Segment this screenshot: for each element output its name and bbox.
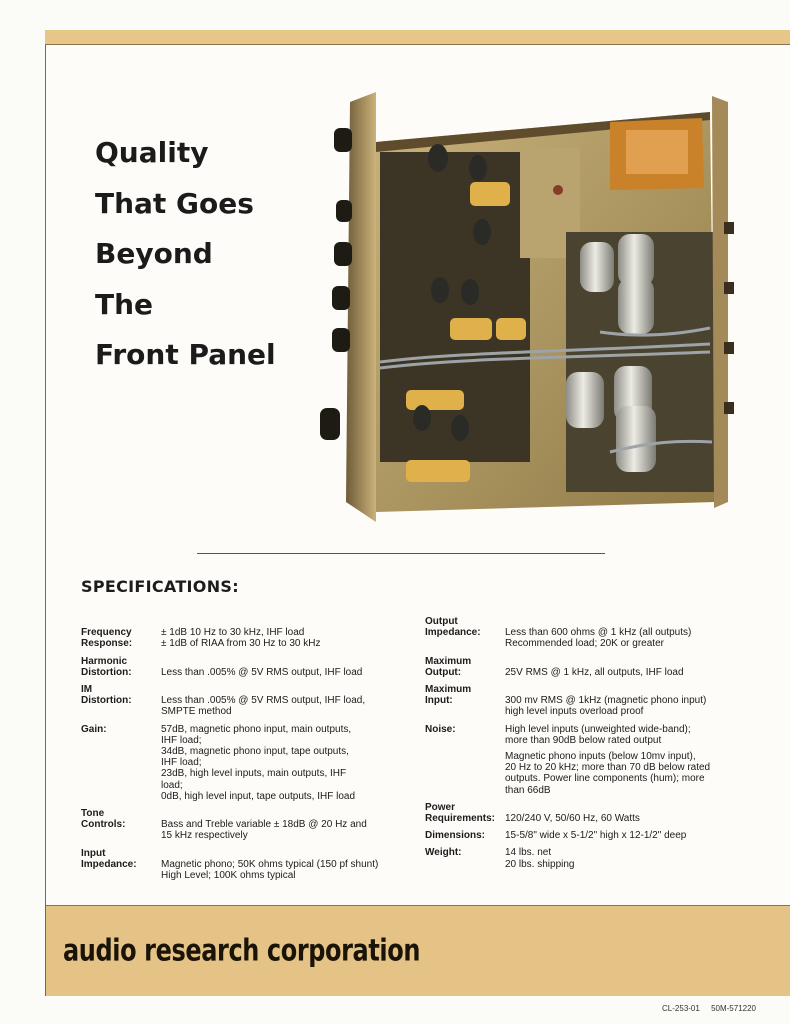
spec-value-line: high level inputs overload proof bbox=[505, 706, 644, 718]
spec-value bbox=[161, 616, 411, 650]
catalog-code: CL-253-01 bbox=[662, 1004, 700, 1013]
spec-value-line: 57dB, magnetic phono input, main outputs, bbox=[161, 723, 352, 735]
spec-label-line: Output: bbox=[425, 666, 462, 678]
spec-value-line: Less than .005% @ 5V RMS output, IHF load, bbox=[161, 695, 366, 707]
specs-left-column bbox=[81, 616, 411, 887]
headline-line: Front Panel bbox=[95, 338, 276, 371]
spec-row bbox=[81, 808, 411, 842]
headline-line: The bbox=[95, 287, 154, 321]
divider-rule bbox=[197, 553, 605, 554]
spec-value-line: more than 90dB below rated output bbox=[505, 734, 662, 746]
spec-label bbox=[425, 847, 505, 869]
spec-label-line: Distortion: bbox=[81, 666, 132, 678]
spec-row bbox=[425, 802, 770, 824]
spec-row bbox=[81, 848, 411, 882]
spec-label-line: Maximum bbox=[425, 684, 472, 695]
top-color-band bbox=[45, 30, 790, 45]
spec-label bbox=[81, 684, 161, 718]
spec-value bbox=[161, 724, 411, 802]
spec-label-line: Noise: bbox=[425, 723, 456, 735]
spec-value bbox=[505, 656, 770, 678]
spec-label bbox=[425, 684, 505, 718]
spec-value-line: 34dB, magnetic phono input, tape outputs, bbox=[161, 746, 349, 757]
spec-value-line: 300 mv RMS @ 1kHz (magnetic phono input) bbox=[505, 695, 707, 707]
spec-label-line: Requirements: bbox=[425, 813, 496, 825]
spec-row bbox=[425, 847, 770, 869]
spec-value bbox=[161, 848, 411, 882]
spec-label-line: Harmonic bbox=[81, 655, 128, 667]
spec-value bbox=[505, 684, 770, 718]
spec-label-line: Input: bbox=[425, 695, 453, 707]
spec-label bbox=[425, 802, 505, 824]
spec-value bbox=[505, 802, 770, 824]
spec-value-line: ± 1dB of RIAA from 30 Hz to 30 kHz bbox=[161, 638, 321, 650]
spec-row bbox=[81, 656, 411, 678]
spec-label bbox=[425, 616, 505, 650]
spec-row bbox=[425, 656, 770, 678]
spec-label bbox=[81, 616, 161, 650]
spec-label-line: Distortion: bbox=[81, 695, 132, 707]
spec-value-line: High Level; 100K ohms typical bbox=[161, 870, 296, 881]
spec-value-line: than 66dB bbox=[505, 784, 551, 796]
spec-value-line: Magnetic phono; 50K ohms typical (150 pf shunt) bbox=[161, 858, 379, 870]
spec-value-line: Less than 600 ohms @ 1 kHz (all outputs) bbox=[505, 627, 692, 639]
spec-value-line: 120/240 V, 50/60 Hz, 60 Watts bbox=[505, 813, 640, 824]
spec-label-line: IM bbox=[81, 684, 93, 695]
spec-label bbox=[81, 656, 161, 678]
spec-row bbox=[81, 724, 411, 802]
specs-right-column bbox=[425, 616, 770, 876]
spec-value-line: Less than .005% @ 5V RMS output, IHF load bbox=[161, 666, 363, 678]
spec-value-line: 15-5/8" wide x 5-1/2" high x 12-1/2" deep bbox=[505, 830, 687, 842]
spec-row bbox=[81, 684, 411, 718]
spec-value-line: 14 lbs. net bbox=[505, 847, 552, 859]
spec-value bbox=[161, 684, 411, 718]
spec-value-line: Recommended load; 20K or greater bbox=[505, 638, 664, 650]
spec-row bbox=[425, 616, 770, 650]
spec-label bbox=[81, 808, 161, 842]
spec-label bbox=[81, 724, 161, 802]
spec-value bbox=[505, 830, 770, 841]
spec-value bbox=[161, 656, 411, 678]
spec-label-line: Controls: bbox=[81, 819, 126, 831]
spec-value-line: Bass and Treble variable ± 18dB @ 20 Hz and bbox=[161, 819, 367, 831]
spec-label bbox=[425, 656, 505, 678]
spec-label bbox=[425, 830, 505, 841]
specifications-heading: SPECIFICATIONS: bbox=[81, 577, 239, 596]
spec-label-line: Impedance: bbox=[81, 858, 137, 870]
spec-value-line: IHF load; bbox=[161, 734, 202, 746]
spec-label-line: Response: bbox=[81, 638, 133, 650]
spec-value bbox=[505, 616, 770, 650]
brand-logo-text: audio research corporation bbox=[63, 933, 421, 968]
spec-row bbox=[425, 684, 770, 718]
spec-value-line: 15 kHz respectively bbox=[161, 830, 248, 842]
spec-value-line: 25V RMS @ 1 kHz, all outputs, IHF load bbox=[505, 666, 684, 678]
spec-value-line: SMPTE method bbox=[161, 706, 232, 718]
spec-row bbox=[425, 830, 770, 841]
headline bbox=[95, 128, 276, 381]
spec-value-line: IHF load; bbox=[161, 757, 202, 769]
spec-label-line: Impedance: bbox=[425, 627, 481, 639]
spec-value-line: outputs. Power line components (hum); more bbox=[505, 773, 705, 785]
spec-value-line: Magnetic phono inputs (below 10mv input), bbox=[505, 751, 696, 762]
spec-value-line: High level inputs (unweighted wide-band); bbox=[505, 723, 691, 735]
spec-value-line: ± 1dB 10 Hz to 30 kHz, IHF load bbox=[161, 627, 305, 639]
spec-label-line: Gain: bbox=[81, 723, 107, 735]
spec-row bbox=[425, 724, 770, 796]
headline-line: Beyond bbox=[95, 237, 213, 270]
spec-label-line: Tone bbox=[81, 808, 105, 820]
spec-value bbox=[161, 808, 411, 842]
spec-value-line: 23dB, high level inputs, main outputs, IHF bbox=[161, 768, 347, 780]
spec-value-line: load; bbox=[161, 779, 183, 791]
catalog-code: 50M-571220 bbox=[711, 1004, 756, 1013]
spec-label-line: Input bbox=[81, 847, 106, 859]
spec-value-line: 20 lbs. shipping bbox=[505, 858, 575, 870]
spec-value-line: 0dB, high level input, tape outputs, IHF load bbox=[161, 790, 356, 802]
headline-line: Quality bbox=[95, 136, 209, 169]
spec-label bbox=[425, 724, 505, 796]
spec-label-line: Maximum bbox=[425, 655, 472, 667]
spec-label-line: Output bbox=[425, 616, 458, 627]
amplifier-chassis-photo bbox=[310, 82, 758, 530]
headline-line: That Goes bbox=[95, 186, 254, 220]
spec-value bbox=[505, 724, 770, 796]
spec-label-line: Dimensions: bbox=[425, 830, 486, 842]
spec-row bbox=[81, 616, 411, 650]
spec-value-line: 20 Hz to 20 kHz; more than 70 dB below rated bbox=[505, 762, 711, 774]
spec-label-line: Weight: bbox=[425, 847, 462, 859]
spec-label bbox=[81, 848, 161, 882]
catalog-codes bbox=[653, 1004, 756, 1013]
spec-label-line: Frequency bbox=[81, 627, 132, 639]
spec-value bbox=[505, 847, 770, 869]
spec-label-line: Power bbox=[425, 801, 456, 813]
